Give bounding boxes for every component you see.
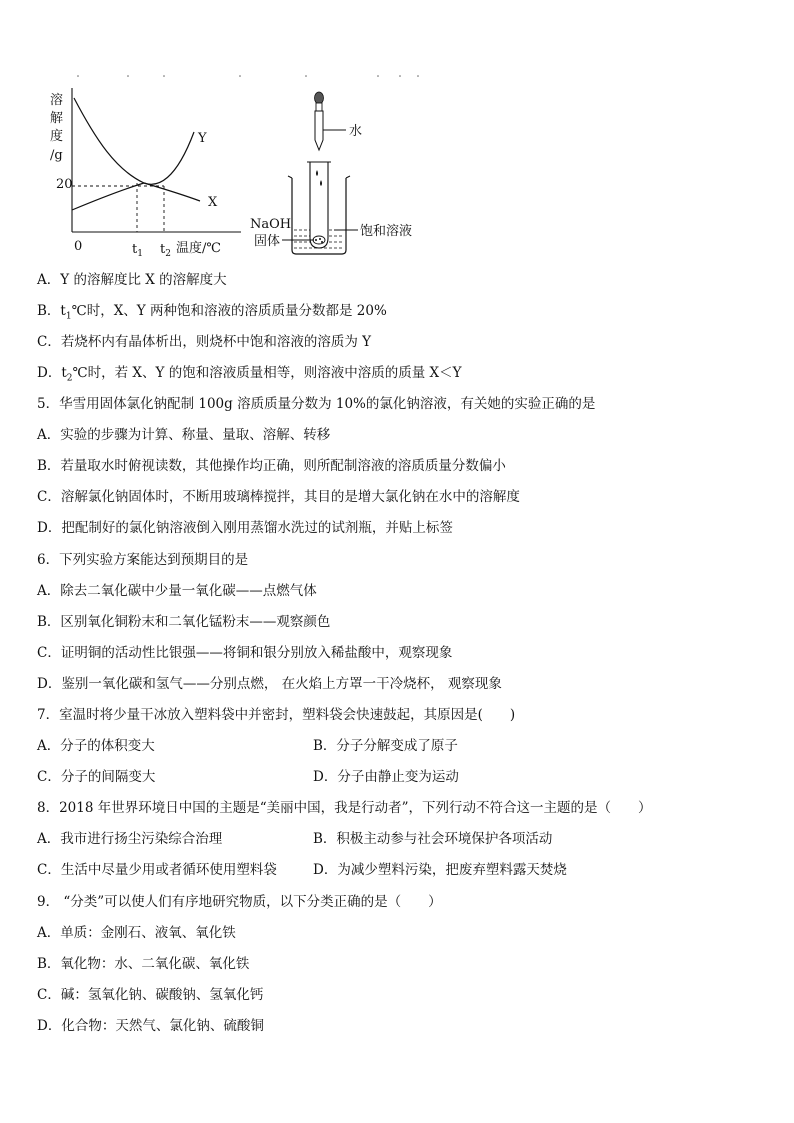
- naoh-label: NaOH: [250, 217, 292, 232]
- q5-option-a: A．实验的步骤为计算、称量、量取、溶解、转移: [37, 427, 331, 443]
- solid-label: 固体: [254, 234, 281, 249]
- q7-option-c: C．分子的间隔变大: [37, 769, 156, 785]
- curve-y-label: Y: [198, 131, 207, 146]
- q8-option-c: C．生活中尽量少用或者循环使用塑料袋: [37, 862, 277, 878]
- y-label-1: 溶: [50, 93, 64, 108]
- apparatus-figure: [250, 92, 412, 254]
- solution-label: 饱和溶液: [360, 224, 413, 239]
- y-label-4: /g: [50, 148, 63, 163]
- question4-figures: [36, 70, 776, 265]
- q5-stem: 5．华雪用固体氯化钠配制 100g 溶质质量分数为 10%的氯化钠溶液，有关她的实验正确的是: [37, 396, 596, 412]
- q9-stem: 9． “分类”可以使人们有序地研究物质，以下分类正确的是（ ）: [37, 894, 442, 910]
- q8-option-a: A．我市进行扬尘污染综合治理: [37, 831, 223, 847]
- curve-x-label: X: [208, 195, 218, 210]
- naoh-solid-icon: [313, 236, 325, 244]
- q8-stem: 8．2018 年世界环境日中国的主题是“美丽中国，我是行动者”，下列行动不符合这一主题的是（ ）: [37, 800, 652, 816]
- q6-option-c: C．证明铜的活动性比银强——将铜和银分别放入稀盐酸中，观察现象: [37, 645, 453, 661]
- solubility-graph: [50, 88, 241, 259]
- scan-dots: [77, 75, 419, 77]
- q4-option-d: D．$t_2℃$时，若 X、Y 的饱和溶液质量相等，则溶液中溶质的质量 X＜Y: [37, 365, 462, 384]
- q7-option-a: A．分子的体积变大: [37, 738, 155, 754]
- q7-option-d: D．分子由静止变为运动: [313, 769, 459, 785]
- q7-option-b: B．分子分解变成了原子: [313, 738, 458, 754]
- q7-stem: 7．室温时将少量干冰放入塑料袋中并密封，塑料袋会快速鼓起，其原因是( ): [37, 707, 516, 723]
- q6-option-d: D．鉴别一氧化碳和氢气——分别点燃， 在火焰上方罩一干冷烧杯， 观察现象: [37, 676, 502, 692]
- q5-option-d: D．把配制好的氯化钠溶液倒入刚用蒸馏水洗过的试剂瓶，并贴上标签: [37, 520, 453, 536]
- y-label-2: 解: [50, 111, 64, 126]
- water-label: 水: [349, 124, 363, 139]
- t1-label: $t_1$: [132, 242, 143, 259]
- q6-option-a: A．除去二氧化碳中少量一氧化碳——点燃气体: [37, 583, 317, 599]
- q6-stem: 6．下列实验方案能达到预期目的是: [37, 552, 249, 568]
- q9-option-d: D．化合物：天然气、氯化钠、硫酸铜: [37, 1018, 264, 1034]
- q5-option-b: B．若量取水时俯视读数，其他操作均正确，则所配制溶液的溶质质量分数偏小: [37, 458, 506, 474]
- dropper-neck: [316, 103, 322, 111]
- curve-y: [74, 98, 194, 184]
- q8-option-d: D．为减少塑料污染，把废弃塑料露天焚烧: [313, 862, 567, 878]
- test-tube: [310, 162, 328, 248]
- dropper-tube: [315, 111, 323, 150]
- q5-option-c: C．溶解氯化钠固体时，不断用玻璃棒搅拌，其目的是增大氯化钠在水中的溶解度: [37, 489, 520, 505]
- q4-option-a: A．Y 的溶解度比 X 的溶解度大: [37, 272, 227, 288]
- q9-option-c: C．碱：氢氧化钠、碳酸钠、氢氧化钙: [37, 987, 264, 1003]
- q8-option-b: B．积极主动参与社会环境保护各项活动: [313, 831, 553, 847]
- q6-option-b: B．区别氧化铜粉末和二氧化锰粉末——观察颜色: [37, 614, 331, 630]
- curve-x: [72, 183, 200, 210]
- origin-label: 0: [74, 239, 83, 254]
- q4-option-c: C．若烧杯内有晶体析出，则烧杯中饱和溶液的溶质为 Y: [37, 334, 372, 350]
- q9-option-a: A．单质：金刚石、液氧、氧化铁: [37, 925, 236, 941]
- t2-label: $t_2$: [160, 242, 171, 259]
- y-label-3: 度: [50, 129, 64, 144]
- x-axis-label: 温度/℃: [176, 241, 221, 256]
- y-tick-20: 20: [56, 177, 73, 192]
- q4-option-b: B．$t_1℃$时，X、Y 两种饱和溶液的溶质质量分数都是 20%: [37, 303, 387, 322]
- q9-option-b: B．氧化物：水、二氧化碳、氧化铁: [37, 956, 250, 972]
- figure-row: [36, 70, 776, 265]
- dropper-bulb-icon: [315, 92, 324, 104]
